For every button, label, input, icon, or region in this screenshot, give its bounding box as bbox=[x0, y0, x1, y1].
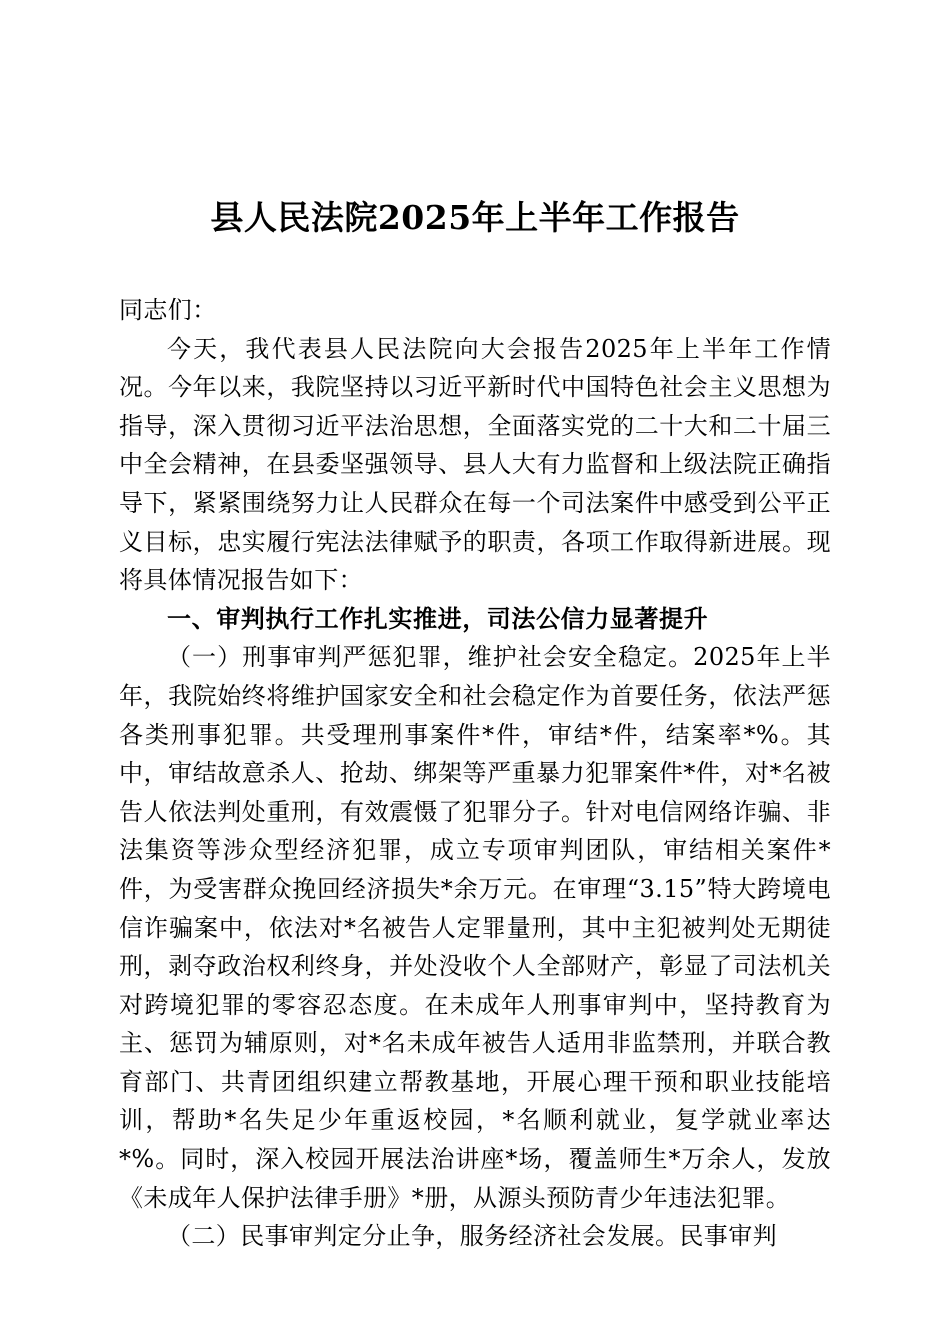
document-title: 县人民法院2025年上半年工作报告 bbox=[210, 198, 740, 237]
section-heading-1: 一、审判执行工作扎实推进，司法公信力显著提升 bbox=[167, 604, 709, 633]
subsection-2-paragraph: （二）民事审判定分止争，服务经济社会发展。民事审判 bbox=[167, 1222, 777, 1251]
subsection-1-paragraph: （一）刑事审判严惩犯罪，维护社会安全稳定。2025年上半年，我院始终将维护国家安全和社会稳定作为首要任务，依法严惩各类刑事犯罪。共受理刑事案件*件，审结*件，结案率*%。其中，审结故意杀人、抢劫、绑架等严重暴力犯罪案件*件，对*名被告人依法判处重刑，有效震慑了犯罪分子。针对电信网络诈骗、非法集资等涉众型经济犯罪，成立专项审判团队，审结相关案件*件，为受害群众挽回经济损失*余万元。在审理“3.15”特大跨境电信诈骗案中，依法对*名被告人定罪量刑，其中主犯被判处无期徒刑，剥夺政治权利终身，并处没收个人全部财产，彰显了司法机关对跨境犯罪的零容忍态度。在未成年人刑事审判中，坚持教育为主、惩罚为辅原则，对*名未成年被告人适用非监禁刑，并联合教育部门、共青团组织建立帮教基地，开展心理干预和职业技能培训，帮助*名失足少年重返校园，*名顺利就业，复学就业率达*%。同时，深入校园开展法治讲座*场，覆盖师生*万余人，发放《未成年人保护法律手册》*册，从源头预防青少年违法犯罪。 bbox=[119, 643, 831, 1212]
salutation: 同志们： bbox=[119, 296, 217, 324]
intro-paragraph: 今天，我代表县人民法院向大会报告2025年上半年工作情况。今年以来，我院坚持以习近平新时代中国特色社会主义思想为指导，深入贯彻习近平法治思想，全面落实党的二十大和二十届三中全会精神，在县委坚强领导、县人大有力监督和上级法院正确指导下，紧紧围绕努力让人民群众在每一个司法案件中感受到公平正义目标，忠实履行宪法法律赋予的职责，各项工作取得新进展。现将具体情况报告如下： bbox=[119, 334, 831, 595]
document-body bbox=[119, 291, 831, 1256]
